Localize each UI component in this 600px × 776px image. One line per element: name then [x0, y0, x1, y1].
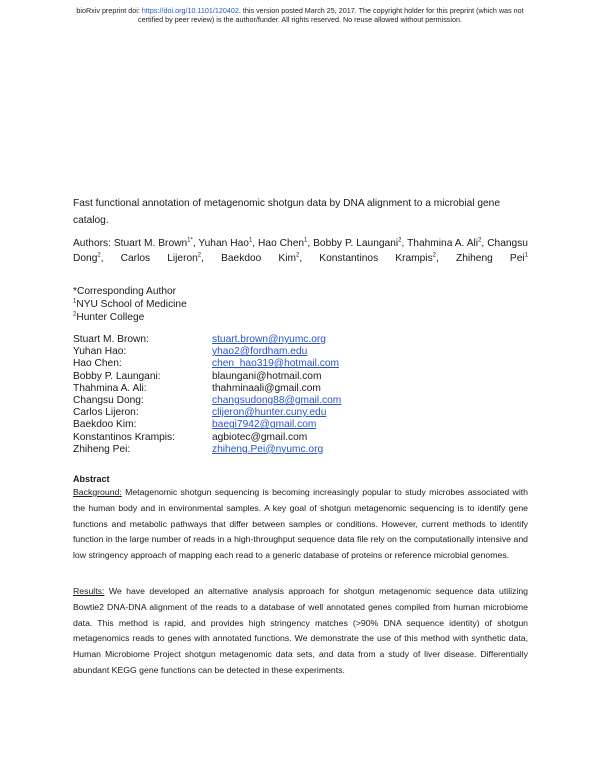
- author-affiliation-sup: 2: [295, 252, 300, 259]
- affiliation-2-name: Hunter College: [76, 312, 145, 323]
- header-line2: certified by peer review) is the author/funder. All rights reserved. No reuse allowed without permission.: [138, 15, 462, 24]
- author-name: Carlos Lijeron: [120, 253, 198, 264]
- email-address[interactable]: clijeron@hunter.cuny.edu: [212, 407, 327, 419]
- background-label: Background:: [73, 487, 122, 497]
- results-text: We have developed an alternative analysis approach for shotgun metagenomic sequence data utilizing Bowtie2 DNA-DNA alignment of the reads to a database of well annotated genes compiled from human microbiome data. This method is rapid, and provides high stringency matches (>90% DNA sequence identity) of shotgun metagenomics reads to genes with annotated functions. We demonstrate the use of this method with synthetic data, Human Microbiome Project shotgun metagenomic data sets, and data from a study of liver disease. Differentially abundant KEGG gene functions can be detected in these experiments.: [73, 586, 528, 675]
- email-address[interactable]: stuart.brown@nyumc.org: [212, 334, 326, 345]
- author-affiliation-sup: 2: [432, 252, 437, 259]
- email-author-name: Hao Chen:: [73, 358, 122, 370]
- author-affiliation-sup: 1: [304, 237, 308, 244]
- authors-label: Authors:: [73, 238, 111, 249]
- email-author-name: Thahmina A. Ali:: [73, 382, 147, 394]
- email-address: blaungani@hotmail.com: [212, 370, 322, 382]
- paper-title: Fast functional annotation of metagenomic shotgun data by DNA alignment to a microbial gene catalog.: [73, 198, 500, 226]
- email-author-name: Changsu Dong:: [73, 394, 144, 406]
- author-name: Baekdoo Kim: [221, 253, 296, 264]
- author-affiliation-sup: 2: [97, 252, 101, 259]
- affiliation-1-name: NYU School of Medicine: [76, 299, 187, 310]
- affiliation-1: [73, 298, 187, 311]
- email-author-name: Yuhan Hao:: [73, 346, 127, 358]
- email-author-name: Carlos Lijeron:: [73, 407, 139, 419]
- abstract-background: [73, 485, 528, 564]
- email-address[interactable]: baegi7942@gmail.com: [212, 419, 317, 431]
- author-affiliation-sup: 2: [478, 237, 482, 244]
- email-author-name: Konstantinos Krampis:: [73, 431, 175, 443]
- author-affiliation-sup: 2: [197, 252, 202, 259]
- header-prefix: bioRxiv preprint doi:: [76, 6, 142, 15]
- email-address[interactable]: changsudong88@gmail.com: [212, 394, 342, 406]
- author-name: Yuhan Hao: [198, 238, 249, 249]
- email-author-name: Zhiheng Pei:: [73, 443, 131, 455]
- email-address[interactable]: zhiheng.Pei@nyumc.org: [212, 443, 324, 455]
- affiliation-2: [73, 311, 144, 324]
- doi-link[interactable]: https://doi.org/10.1101/120402: [141, 6, 239, 15]
- email-author-name: Bobby P. Laungani:: [73, 370, 161, 382]
- email-address: agbiotec@gmail.com: [212, 431, 308, 443]
- preprint-header: [30, 6, 570, 24]
- corresponding-note: *Corresponding Author: [73, 286, 177, 297]
- email-author-name: Baekdoo Kim:: [73, 419, 137, 431]
- author-name: Bobby P. Laungani: [313, 238, 399, 249]
- author-name: Zhiheng Pei: [455, 253, 525, 264]
- email-address[interactable]: chen_hao319@hotmail.com: [212, 358, 340, 370]
- author-name: Hao Chen: [258, 238, 305, 249]
- background-text: Metagenomic shotgun sequencing is becoming increasingly popular to study microbes associated with the human body and in environmental samples. A key goal of shotgun metagenomic sequencing is to identify gene functions and metabolic pathways that differ between samples or conditions. However, current methods to identify function in the large number of reads in a high-throughput sequence data file rely on the computationally intensive and low stringency approach of mapping each read to a generic database of proteins or reference microbial genomes.: [73, 487, 528, 561]
- author-name: Konstantinos Krampis: [319, 253, 433, 264]
- header-suffix: . this version posted March 25, 2017. The copyright holder for this preprint (which was not: [238, 6, 524, 15]
- abstract-heading: Abstract: [73, 474, 110, 484]
- email-address[interactable]: yhao2@fordham.edu: [212, 346, 308, 358]
- author-affiliation-sup: 1: [248, 237, 253, 244]
- email-address: thahminaali@gmail.com: [212, 382, 321, 394]
- author-name: Thahmina A. Ali: [407, 238, 479, 249]
- affiliation-1-sup: 1: [73, 298, 77, 305]
- author-affiliation-sup: 1: [524, 252, 528, 259]
- author-affiliation-sup: 1*: [187, 237, 193, 244]
- author-name: Changsu Dong: [73, 238, 528, 264]
- abstract-results: [73, 584, 528, 679]
- affiliation-2-sup: 2: [73, 311, 77, 318]
- email-author-name: Stuart M. Brown:: [73, 334, 149, 345]
- author-list: Authors: Stuart M. Brown$^{1*}$, Yuhan Hao$^1$, Hao Chen$^1$, Bobby P. Laungani$^2$, Thahmina A. Ali$^2$, Changsu Dong$^2$, Carlos Lijeron$^2$, Baekdoo Kim$^2$, Konstantinos Krampis$^2$, Zhiheng Pei$^1$: [73, 237, 528, 264]
- results-label: Results:: [73, 586, 105, 596]
- author-affiliation-sup: 2: [398, 237, 402, 244]
- author-name: Stuart M. Brown: [113, 238, 188, 249]
